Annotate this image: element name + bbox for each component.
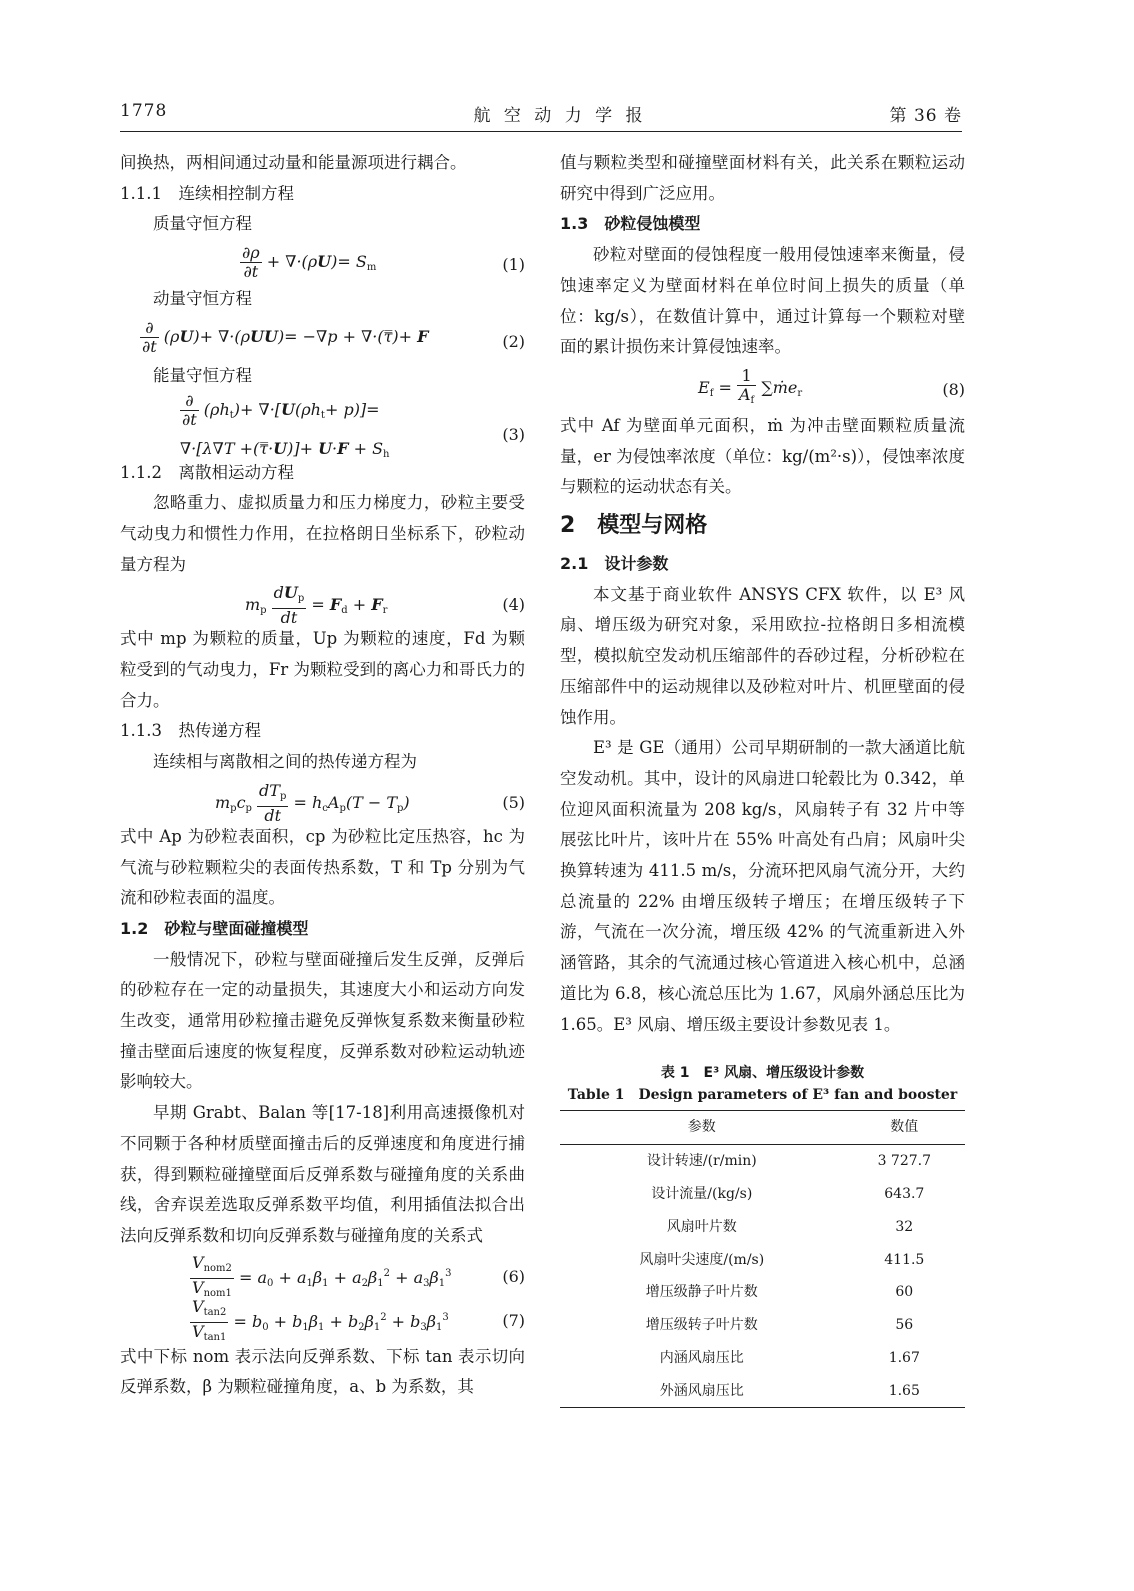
paragraph: 忽略重力、虚拟质量力和压力梯度力，砂粒主要受气动曳力和惯性力作用，在拉格朗日坐标系下，砂粒动量方程为 [120, 493, 525, 574]
param-cell: 设计转速/(r/min) [646, 1153, 757, 1170]
section-heading-1-1-1: 1.1.1 连续相控制方程 [120, 183, 294, 203]
equation-3: $\frac{\partial}{\partial t}$ $(\rho h_t)+ \nabla\cdot[U(\rho h_t+ p)]=$ ∇·[λ∇T +(τ̿·U)]+ $U\cdot F + S_h$ (3) [180, 390, 525, 460]
equation-number: (6) [502, 1266, 525, 1286]
value-cell: 1.67 [888, 1349, 920, 1366]
value-cell: 1.65 [888, 1382, 920, 1399]
journal-title: 航 空 动 力 学 报 [473, 106, 647, 126]
equation-number: (2) [502, 331, 525, 351]
section-heading-2-1: 2.1 设计参数 [560, 554, 669, 574]
paragraph: 式中 Af 为壁面单元面积，ṁ 为冲击壁面颗粒质量流量，er 为侵蚀率浓度（单位：kg/(m²·s)），侵蚀率浓度与颗粒的运动状态有关。 [560, 415, 965, 497]
paragraph: 值与颗粒类型和碰撞壁面材料有关，此关系在颗粒运动研究中得到广泛应用。 [560, 153, 965, 203]
section-heading-1-3: 1.3 砂粒侵蚀模型 [560, 214, 701, 234]
equation-8: $E_f$ = $\frac{1}{A_f}$ ∑ṁe$_r$ (8) [698, 365, 965, 406]
table-row [560, 1145, 965, 1178]
equation-number: (5) [502, 792, 525, 812]
equation-number: (7) [502, 1310, 525, 1330]
paragraph: 间换热，两相间通过动量和能量源项进行耦合。 [120, 153, 467, 172]
equation-number: (1) [502, 255, 525, 275]
table-row [560, 1375, 965, 1408]
param-cell: 内涵风扇压比 [659, 1349, 744, 1366]
section-heading-1-2: 1.2 砂粒与壁面碰撞模型 [120, 918, 309, 938]
equation-number: (8) [942, 379, 965, 399]
header-rule [120, 131, 962, 132]
equation-2: $\frac{\partial}{\partial t}$ (ρU)+ ∇·(ρUU)= −∇p + ∇·(τ̿)+ F (2) [142, 317, 525, 356]
table-row [560, 1243, 965, 1276]
param-cell: 增压级转子叶片数 [645, 1317, 758, 1334]
param-cell: 外涵风扇压比 [659, 1382, 744, 1399]
paragraph: E³ 是 GE（通用）公司早期研制的一款大涵道比航空发动机。其中，设计的风扇进口轮毂比为 0.342，单位迎风面积流量为 208 kg/s，风扇转子有 32 片中等展弦比叶片，该叶片在 55% 叶高处有凸肩；风扇叶尖换算转速为 411.5 m/s，分流环把风扇气流分开，大约总流量的 22% 由增压级转子增压；在增压级转子下游，气流在一次分流，增压级 42% 的气流重新进入外涵管路，其余的气流通过核心管道进入核心机中，总涵道比为 6.8，核心流总压比为 1.67，风扇外涵总压比为 1.65。E³ 风扇、增压级主要设计参数见表 1。 [560, 738, 965, 1034]
table-row [560, 1342, 965, 1375]
volume-label: 第 36 卷 [889, 106, 962, 126]
value-cell: 60 [895, 1284, 914, 1301]
param-cell: 风扇叶片数 [666, 1218, 737, 1235]
value-cell: 411.5 [884, 1251, 925, 1268]
paragraph: 式中 Ap 为砂粒表面积，cp 为砂粒比定压热容，hc 为气流与砂粒颗粒尖的表面传热系数，T 和 Tp 分别为气流和砂粒表面的温度。 [120, 826, 525, 908]
param-cell: 风扇叶尖速度/(m/s) [639, 1251, 765, 1268]
value-cell: 3 727.7 [877, 1153, 932, 1170]
paragraph: 式中 mp 为颗粒的质量，Up 为颗粒的速度，Fd 为颗粒受到的气动曳力，Fr 为颗粒受到的离心力和哥氏力的合力。 [120, 629, 525, 710]
paragraph: 砂粒对壁面的侵蚀程度一般用侵蚀速率来衡量，侵蚀速率定义为壁面材料在单位时间上损失的质量（单位：kg/s），在数值计算中，通过计算每一个颗粒对壁面的累计损伤来计算侵蚀速率。 [560, 245, 965, 357]
column-header-param: 参数 [687, 1119, 716, 1136]
table-row [560, 1309, 965, 1342]
table-header-row [560, 1111, 965, 1145]
param-cell: 增压级静子叶片数 [645, 1284, 758, 1301]
equation-7: $\frac{V_{tan2}}{V_{tan1}}$ = $b_0 + b_1\beta_1 + b_2\beta_1^2 + b_3\beta_1^3$ (7) [192, 1296, 525, 1343]
equation-6: $\frac{V_{nom2}}{V_{nom1}}$ = $a_0 + a_1\beta_1 + a_2\beta_1^2 + a_3\beta_1^3$ (6) [192, 1252, 525, 1299]
mass-conservation-label: 质量守恒方程 [153, 214, 252, 234]
table-row [560, 1211, 965, 1244]
table-caption-en: Table 1 Design parameters of E³ fan and booster [567, 1087, 958, 1104]
design-parameters-table [560, 1110, 965, 1408]
momentum-conservation-label: 动量守恒方程 [153, 289, 252, 309]
paragraph: 连续相与离散相之间的热传递方程为 [153, 752, 417, 772]
table-row [560, 1276, 965, 1309]
equation-number: (3) [502, 424, 525, 444]
value-cell: 32 [895, 1218, 914, 1235]
paragraph: 一般情况下，砂粒与壁面碰撞后发生反弹，反弹后的砂粒存在一定的动量损失，其速度大小和运动方向发生改变，通常用砂粒撞击避免反弹恢复系数来衡量砂粒撞击壁面后速度的恢复程度，反弹系数对砂粒运动轨迹影响较大。 [120, 949, 525, 1092]
value-cell: 643.7 [884, 1185, 925, 1202]
column-header-value: 数值 [890, 1119, 919, 1136]
section-heading-2: 2 模型与网格 [560, 513, 708, 539]
left-column [120, 148, 525, 1403]
table-row [560, 1178, 965, 1211]
paragraph: 本文基于商业软件 ANSYS CFX 软件，以 E³ 风扇、增压级为研究对象，采用欧拉-拉格朗日多相流模型，模拟航空发动机压缩部件的吞砂过程，分析砂粒在压缩部件中的运动规律以及砂粒对叶片、机匣壁面的侵蚀作用。 [560, 584, 965, 727]
value-cell: 56 [895, 1317, 914, 1334]
equation-1: $\frac{\partial\rho}{\partial t}$ + $\nabla\cdot(\rho U)= S_m$ (1) [242, 243, 525, 282]
table-caption-cn: 表 1 E³ 风扇、增压级设计参数 [660, 1065, 865, 1082]
paragraph: 式中下标 nom 表示法向反弹系数、下标 tan 表示切向反弹系数，β 为颗粒碰撞角度，a、b 为系数，其 [120, 1346, 525, 1397]
equation-4: $m_p$ $\frac{dU_p}{dt}$ = $F_d + F_r$ (4) [245, 583, 525, 628]
section-heading-1-1-3: 1.1.3 热传递方程 [120, 721, 261, 741]
equation-number: (4) [502, 595, 525, 615]
section-heading-1-1-2: 1.1.2 离散相运动方程 [120, 462, 294, 482]
right-column [560, 148, 965, 1408]
paragraph: 早期 Grabt、Balan 等[17-18]利用高速摄像机对不同颗于各种材质壁面撞击后的反弹速度和角度进行捕获，得到颗粒碰撞壁面后反弹系数与碰撞角度的关系曲线，舍弃误差选取反弹系数平均值，利用插值法拟合出法向反弹系数和切向反弹系数与碰撞角度的关系式 [120, 1103, 525, 1245]
page-number: 1778 [120, 101, 168, 121]
equation-5: $m_pc_p$ $\frac{dT_p}{dt}$ = $h_cA_p(T - T_p)$ (5) [215, 780, 525, 825]
energy-conservation-label: 能量守恒方程 [153, 365, 252, 385]
param-cell: 设计流量/(kg/s) [651, 1185, 753, 1202]
